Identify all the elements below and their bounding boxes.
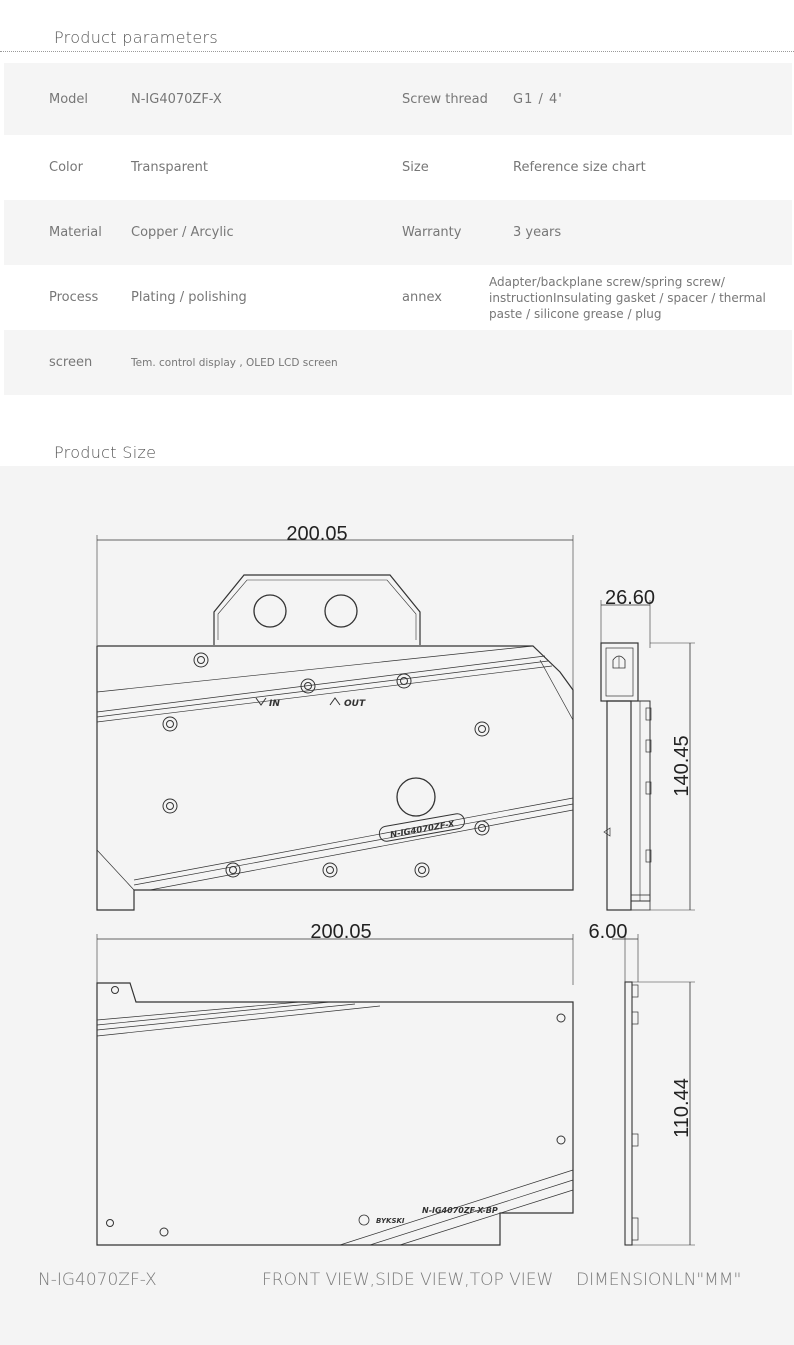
param-label: Warranty <box>402 225 462 240</box>
param-label: Size <box>402 160 429 175</box>
model-badge: N-IG4070ZF-X <box>389 819 456 841</box>
param-label: annex <box>402 290 442 305</box>
front-view <box>97 535 573 910</box>
caption-views: FRONT VIEW,SIDE VIEW,TOP VIEW <box>262 1270 554 1290</box>
caption-unit: DIMENSIONLN"MM" <box>576 1270 742 1290</box>
in-label: IN <box>269 699 280 709</box>
param-label: Color <box>49 160 83 175</box>
param-value: G1 / 4' <box>513 91 563 107</box>
param-value: Plating / polishing <box>131 290 247 305</box>
out-label: OUT <box>344 699 366 709</box>
side-depth-label: 26.60 <box>604 587 656 609</box>
params-section-title: Product parameters <box>54 28 219 47</box>
param-value: 3 years <box>513 225 562 240</box>
back-depth-label: 6.00 <box>588 921 628 943</box>
param-label: screen <box>49 355 93 370</box>
param-label: Material <box>49 225 102 240</box>
back-view <box>97 934 573 1245</box>
side-height-label: 140.45 <box>671 735 693 797</box>
param-value: Adapter/backplane screw/spring screw/ instructionInsulating gasket / spacer / thermal paste / silicone grease / plug <box>489 274 766 321</box>
param-value: Copper / Arcylic <box>131 225 234 240</box>
backplate-model: N-IG4070ZF-X-BP <box>422 1206 498 1215</box>
param-label: Screw thread <box>402 91 488 107</box>
param-label: Model <box>49 91 89 107</box>
param-value: Transparent <box>131 160 208 175</box>
param-value: Tem. control display , OLED LCD screen <box>131 356 338 369</box>
brand-logo: BYKSKI <box>376 1217 405 1225</box>
param-value: Reference size chart <box>513 160 646 175</box>
caption-model: N-IG4070ZF-X <box>38 1270 157 1290</box>
back-height-label: 110.44 <box>671 1078 693 1138</box>
param-value: N-IG4070ZF-X <box>131 91 222 107</box>
front-width-label: 200.05 <box>286 523 348 545</box>
back-width-label: 200.05 <box>310 921 372 943</box>
size-section-title: Product Size <box>54 443 157 462</box>
param-label: Process <box>49 290 99 305</box>
